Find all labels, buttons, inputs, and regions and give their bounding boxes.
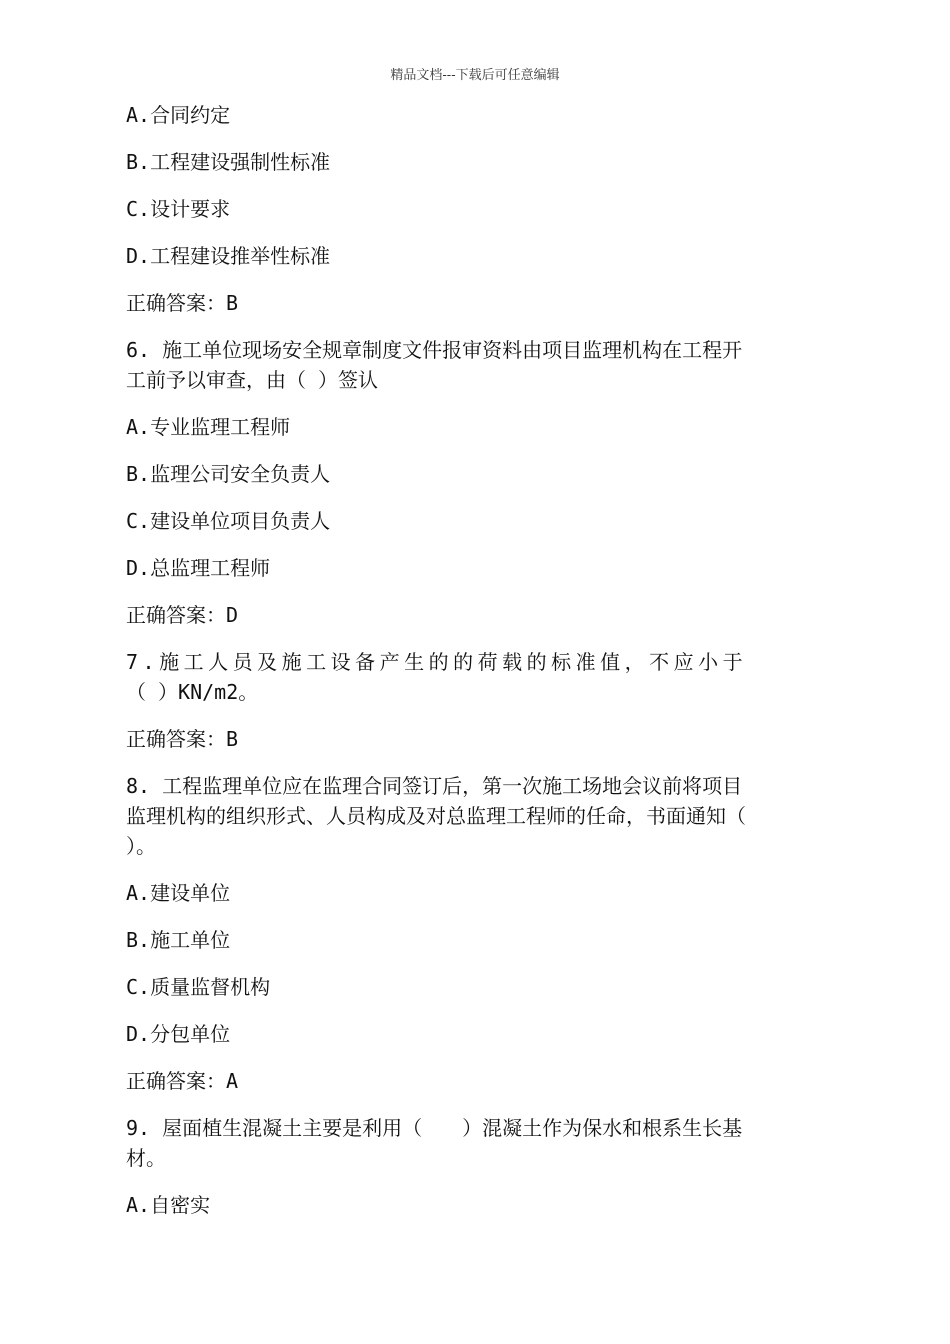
q9-stem-line-1: 9. 屋面植生混凝土主要是利用（ ）混凝土作为保水和根系生长基 [126, 1116, 743, 1140]
q6-stem-line-1: 6. 施工单位现场安全规章制度文件报审资料由项目监理机构在工程开 [126, 338, 743, 362]
q5-option-b: B.工程建设强制性标准 [126, 150, 331, 174]
q9-stem-line-2: 材。 [126, 1146, 166, 1170]
q5-answer: 正确答案：B [126, 291, 239, 315]
q7-stem-line-1: 7.施工人员及施工设备产生的的荷载的标准值，不应小于 [126, 650, 748, 674]
page-header-watermark: 精品文档---下载后可任意编辑 [390, 68, 560, 83]
q6-stem [126, 335, 826, 395]
q8-option-a: A.建设单位 [126, 881, 231, 905]
q8-option-c: C.质量监督机构 [126, 975, 271, 999]
q7-stem [126, 647, 826, 707]
q5-option-d: D.工程建设推举性标准 [126, 244, 331, 268]
q8-option-d: D.分包单位 [126, 1022, 231, 1046]
q8-answer: 正确答案：A [126, 1069, 239, 1093]
q8-option-b: B.施工单位 [126, 928, 231, 952]
q8-stem-line-1: 8. 工程监理单位应在监理合同签订后，第一次施工场地会议前将项目 [126, 774, 743, 798]
q5-option-c: C.设计要求 [126, 197, 231, 221]
q6-answer: 正确答案：D [126, 603, 239, 627]
q7-answer: 正确答案：B [126, 727, 239, 751]
q9-option-a: A.自密实 [126, 1193, 211, 1217]
q8-stem [126, 771, 826, 861]
q9-stem [126, 1113, 826, 1173]
q5-option-a: A.合同约定 [126, 103, 231, 127]
q6-option-d: D.总监理工程师 [126, 556, 271, 580]
q8-stem-line-2: 监理机构的组织形式、人员构成及对总监理工程师的任命，书面通知（ [126, 804, 746, 828]
q6-option-b: B.监理公司安全负责人 [126, 462, 331, 486]
document-body [126, 100, 826, 1237]
q7-stem-line-2: （ ）KN/m2。 [126, 680, 259, 704]
q6-option-c: C.建设单位项目负责人 [126, 509, 331, 533]
q8-stem-line-3: ）。 [126, 834, 156, 858]
q6-stem-line-2: 工前予以审查，由（ ）签认 [126, 368, 379, 392]
q6-option-a: A.专业监理工程师 [126, 415, 291, 439]
